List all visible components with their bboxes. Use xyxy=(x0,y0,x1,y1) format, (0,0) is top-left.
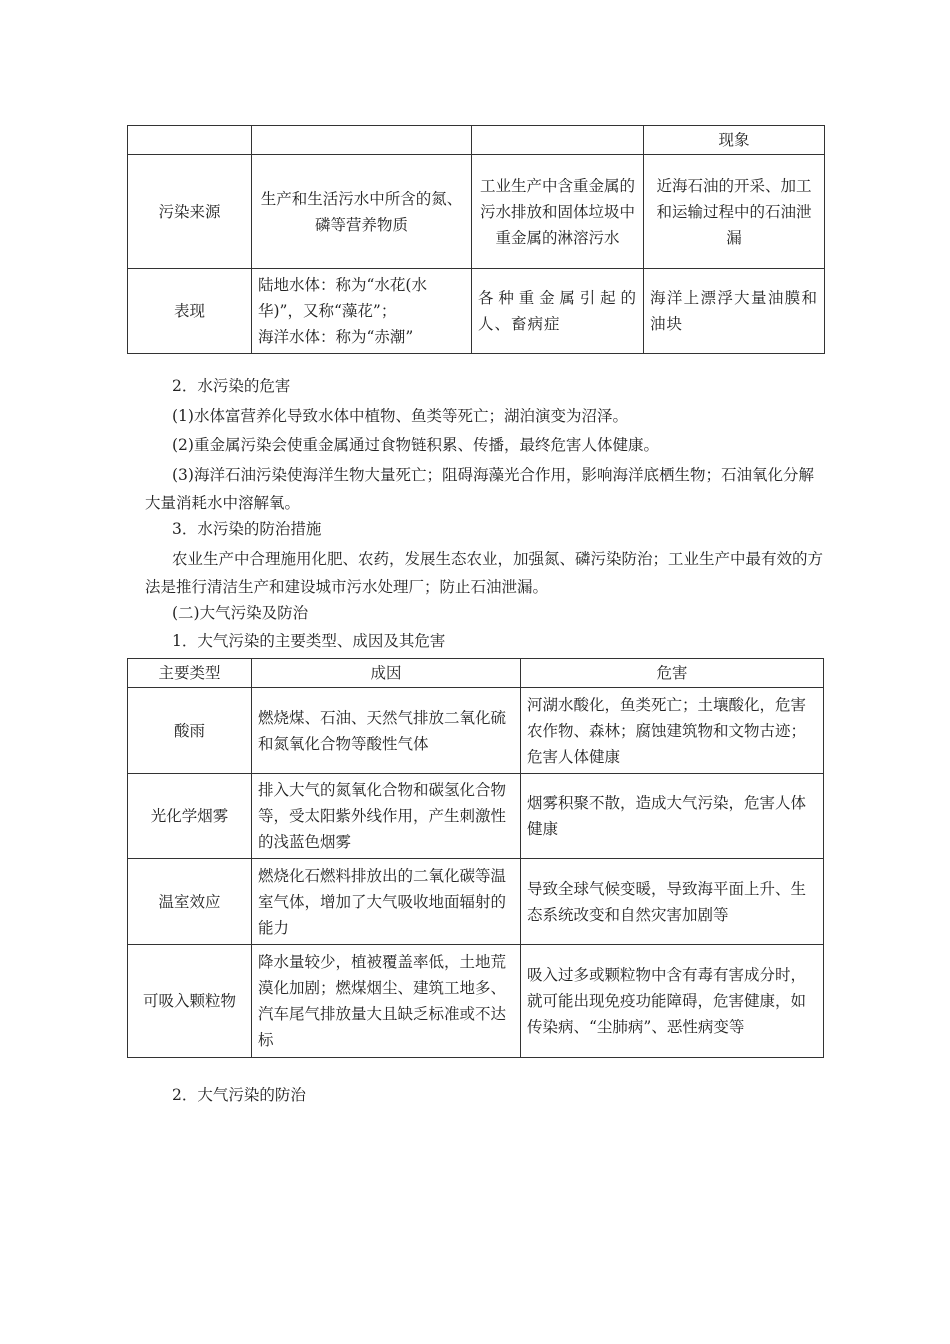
water-pollution-table xyxy=(127,125,825,354)
cell-line: 陆地水体：称为“水花(水华)”，又称“藻花”； xyxy=(258,276,427,320)
table-cell: 可吸入颗粒物 xyxy=(128,945,252,1058)
paragraph: (1)水体富营养化导致水体中植物、鱼类等死亡；湖泊演变为沼泽。 xyxy=(172,407,628,425)
table-cell: 酸雨 xyxy=(128,688,252,774)
section-heading: 2．水污染的危害 xyxy=(172,377,291,395)
section-heading: 1．大气污染的主要类型、成因及其危害 xyxy=(172,632,446,650)
table-cell: 燃烧煤、石油、天然气排放二氧化硫和氮氧化合物等酸性气体 xyxy=(252,688,521,774)
table-cell: 各种重金属引起的人、畜病症 xyxy=(472,269,644,354)
table-row xyxy=(128,269,825,354)
table-row xyxy=(128,688,824,774)
row-label-source: 污染来源 xyxy=(128,155,252,269)
table-cell xyxy=(252,269,472,354)
table-cell: 导致全球气候变暖，导致海平面上升、生态系统改变和自然灾害加剧等 xyxy=(521,859,824,945)
table-row xyxy=(128,859,824,945)
paragraph: (2)重金属污染会使重金属通过食物链积累、传播，最终危害人体健康。 xyxy=(172,436,659,454)
paragraph: (3)海洋石油污染使海洋生物大量死亡；阻碍海藻光合作用，影响海洋底栖生物；石油氧化分解大量消耗水中溶解氧。 xyxy=(145,466,814,512)
table-row xyxy=(128,945,824,1058)
table-cell: 海洋上漂浮大量油膜和油块 xyxy=(644,269,825,354)
table-cell: 温室效应 xyxy=(128,859,252,945)
paragraph: 农业生产中合理施用化肥、农药，发展生态农业，加强氮、磷污染防治；工业生产中最有效的方法是推行清洁生产和建设城市污水处理厂；防止石油泄漏。 xyxy=(145,550,824,596)
table-row xyxy=(128,774,824,859)
table-header-row xyxy=(128,659,824,688)
cell-line: 海洋水体：称为“赤潮” xyxy=(258,328,414,346)
section-heading: 3．水污染的防治措施 xyxy=(172,520,322,538)
table-cell xyxy=(252,126,472,155)
row-label-symptom: 表现 xyxy=(128,269,252,354)
table-cell: 现象 xyxy=(644,126,825,155)
table-cell: 烟雾积聚不散，造成大气污染，危害人体健康 xyxy=(521,774,824,859)
section-heading: (二)大气污染及防治 xyxy=(172,604,309,622)
table-row xyxy=(128,126,825,155)
table-cell: 燃烧化石燃料排放出的二氧化碳等温室气体，增加了大气吸收地面辐射的能力 xyxy=(252,859,521,945)
table-cell xyxy=(472,126,644,155)
section-heading: 2．大气污染的防治 xyxy=(172,1086,306,1104)
table-cell: 生产和生活污水中所含的氮、磷等营养物质 xyxy=(252,155,472,269)
table-cell: 河湖水酸化，鱼类死亡；土壤酸化，危害农作物、森林；腐蚀建筑物和文物古迹；危害人体健康 xyxy=(521,688,824,774)
air-pollution-table xyxy=(127,658,824,1058)
table-cell xyxy=(128,126,252,155)
table-cell: 降水量较少，植被覆盖率低，土地荒漠化加剧；燃煤烟尘、建筑工地多、汽车尾气排放量大且缺乏标准或不达标 xyxy=(252,945,521,1058)
table-cell: 光化学烟雾 xyxy=(128,774,252,859)
column-header: 危害 xyxy=(521,659,824,688)
table-cell: 吸入过多或颗粒物中含有毒有害成分时，就可能出现免疫功能障碍，危害健康，如传染病、“尘肺病”、恶性病变等 xyxy=(521,945,824,1058)
table-row xyxy=(128,155,825,269)
table-cell: 近海石油的开采、加工和运输过程中的石油泄漏 xyxy=(644,155,825,269)
column-header: 主要类型 xyxy=(128,659,252,688)
table-cell: 工业生产中含重金属的污水排放和固体垃圾中重金属的淋溶污水 xyxy=(472,155,644,269)
column-header: 成因 xyxy=(252,659,521,688)
table-cell: 排入大气的氮氧化合物和碳氢化合物等，受太阳紫外线作用，产生刺激性的浅蓝色烟雾 xyxy=(252,774,521,859)
